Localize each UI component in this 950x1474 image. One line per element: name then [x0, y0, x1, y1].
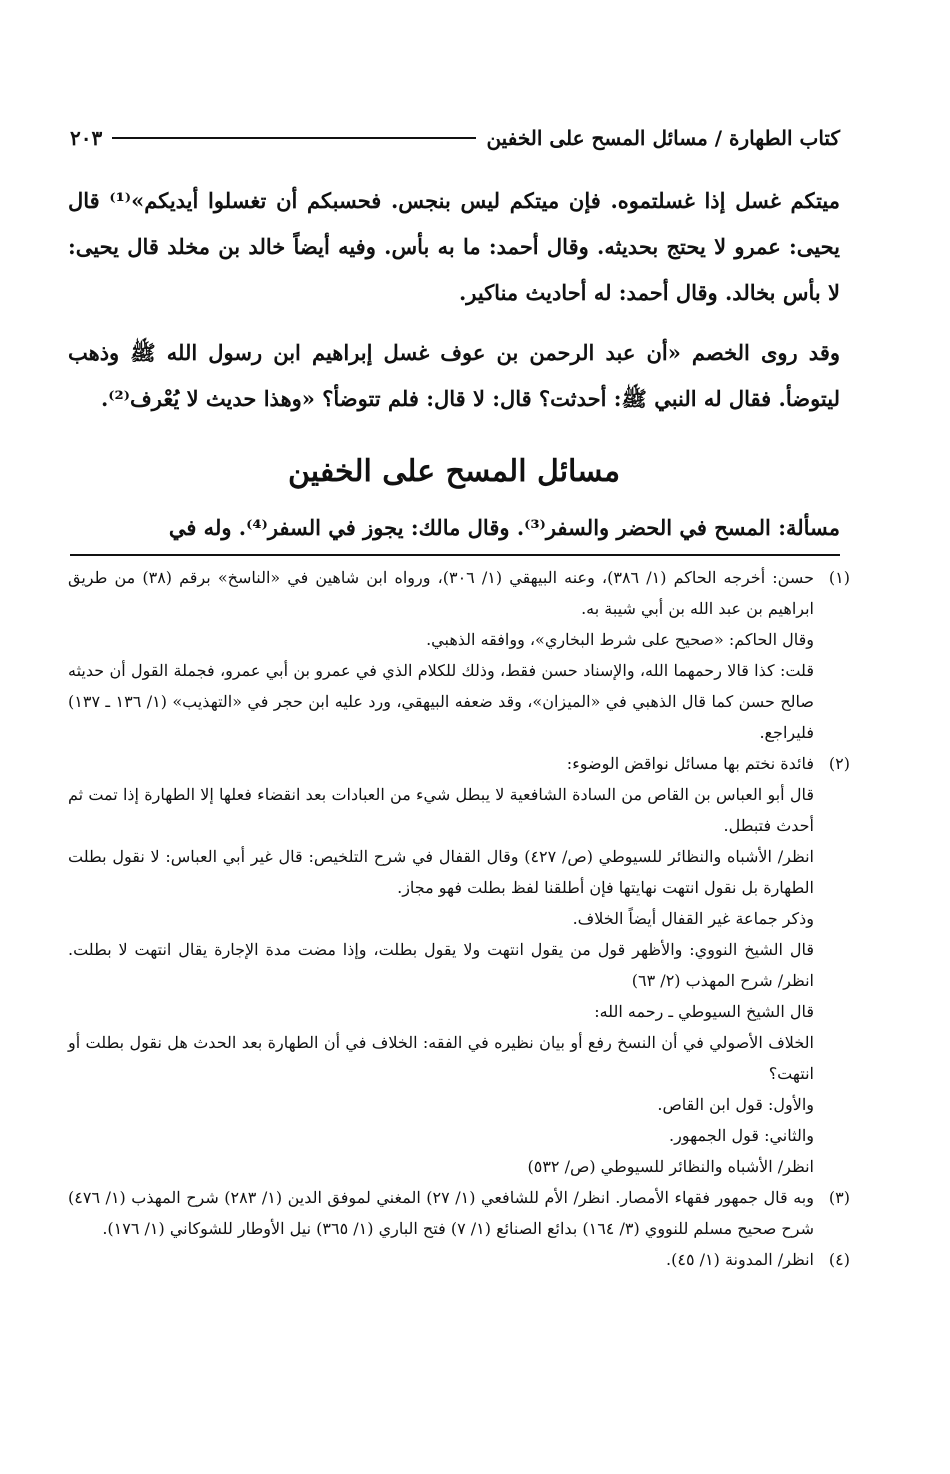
page-number: ٢٠٣	[70, 126, 103, 150]
footnote-line: قلت: كذا قالا رحمهما الله، والإسناد حسن فقط، وذلك للكلام الذي في عمرو بن أبي عمرو، فجملة القول أن حديثه صالح حسن كما قال الذهبي في «الميزان»، وقد ضعفه البيهقي، ورد عليه ابن حجر في «التهذيب» (١/ ١٣٦ ـ ١٣٧) فليراجع.	[68, 661, 815, 742]
running-header	[70, 118, 840, 158]
footnote-line: انظر/ الأشباه والنظائر للسيوطي (ص/ ٤٢٧) وقال القفال في شرح التلخيص: قال غير أبي العباس: لا نقول بطلت الطهارة بل نقول انتهت نهايتها فإن أطلقنا لفظ بطلت فهو مجاز.	[68, 847, 814, 897]
footnote-line: والثاني: قول الجمهور.	[669, 1126, 814, 1145]
footnote-1	[68, 562, 850, 748]
footnote-line: انظر/ المدونة (١/ ٤٥).	[666, 1250, 814, 1269]
main-text	[68, 178, 840, 436]
footnote-line: قال الشيخ النووي: والأظهر قول من يقول انتهت ولا يقول بطلت، وإذا مضت مدة الإجارة يقال انتهت لا بطلت. انظر/ شرح المهذب (٢/ ٦٣)	[68, 940, 814, 990]
footnote-4	[68, 1244, 850, 1275]
footnote-number: (١)	[828, 568, 850, 587]
footnotes	[68, 562, 850, 1275]
footnote-line: انظر/ الأشباه والنظائر للسيوطي (ص/ ٥٣٢)	[527, 1157, 814, 1176]
masala-line: مسألة: المسح في الحضر والسفر⁽³⁾. وقال مالك: يجوز في السفر⁽⁴⁾. وله في	[168, 515, 840, 540]
footnote-line: حسن: أخرجه الحاكم (١/ ٣٨٦)، وعنه البيهقي (١/ ٣٠٦)، ورواه ابن شاهين في «الناسخ» برقم (٣٨) من طريق ابراهيم بن عبد الله بن أبي شيبة به.	[68, 568, 814, 618]
footnote-line: قال أبو العباس بن القاص من السادة الشافعية لا يبطل شيء من العبادات بعد انقضاء فعلها إلا الطهارة إذا تمت ثم أحدث فتبطل.	[68, 785, 815, 835]
paragraph-1: ميتكم غسل إذا غسلتموه. فإن ميتكم ليس بنجس. فحسبكم أن تغسلوا أيديكم»⁽¹⁾ قال يحيى: عمرو لا يحتج بحديثه. وقال أحمد: ما به بأس. وفيه أيضاً خالد بن مخلد قال يحيى: لا بأس بخالد. وقال أحمد: له أحاديث مناكير.	[68, 188, 841, 305]
footnote-line: فائدة نختم بها مسائل نواقض الوضوء:	[566, 754, 814, 773]
footnote-line: وبه قال جمهور فقهاء الأمصار. انظر/ الأم للشافعي (١/ ٢٧) المغني لموفق الدين (١/ ٢٨٣) شرح المهذب (١/ ٤٧٦) شرح صحيح مسلم للنووي (٣/ ١٦٤) بدائع الصنائع (١/ ٧) فتح الباري (١/ ٣٦٥) نيل الأوطار للشوكاني (١/ ١٧٦).	[68, 1188, 814, 1238]
footnote-line: قال الشيخ السيوطي ـ رحمه الله:	[594, 1002, 814, 1021]
footnote-separator	[70, 554, 840, 556]
header-title: كتاب الطهارة / مسائل المسح على الخفين	[486, 126, 840, 150]
footnote-line: وذكر جماعة غير القفال أيضاً الخلاف.	[572, 909, 814, 928]
footnote-line: والأول: قول ابن القاص.	[657, 1095, 814, 1114]
footnote-number: (٣)	[828, 1188, 850, 1207]
footnote-2	[68, 748, 850, 1182]
header-rule	[112, 137, 476, 139]
section-heading: مسائل المسح على الخفين	[287, 454, 621, 489]
footnote-3	[68, 1182, 850, 1244]
paragraph-2: وقد روى الخصم «أن عبد الرحمن بن عوف غسل إبراهيم ابن رسول الله ﷺ وذهب ليتوضأ. فقال له النبي ﷺ: أحدثت؟ قال: لا قال: فلم تتوضأ؟ «وهذا حديث لا يُعْرف⁽²⁾.	[68, 340, 840, 411]
footnote-number: (٤)	[828, 1250, 850, 1269]
footnote-number: (٢)	[828, 754, 850, 773]
footnote-line: الخلاف الأصولي في أن النسخ رفع أو بيان نظيره في الفقه: الخلاف في أن الطهارة بعد الحدث هل نقول بطلت أو انتهت؟	[68, 1033, 814, 1083]
footnote-line: وقال الحاكم: «صحيح على شرط البخاري»، ووافقه الذهبي.	[426, 630, 814, 649]
